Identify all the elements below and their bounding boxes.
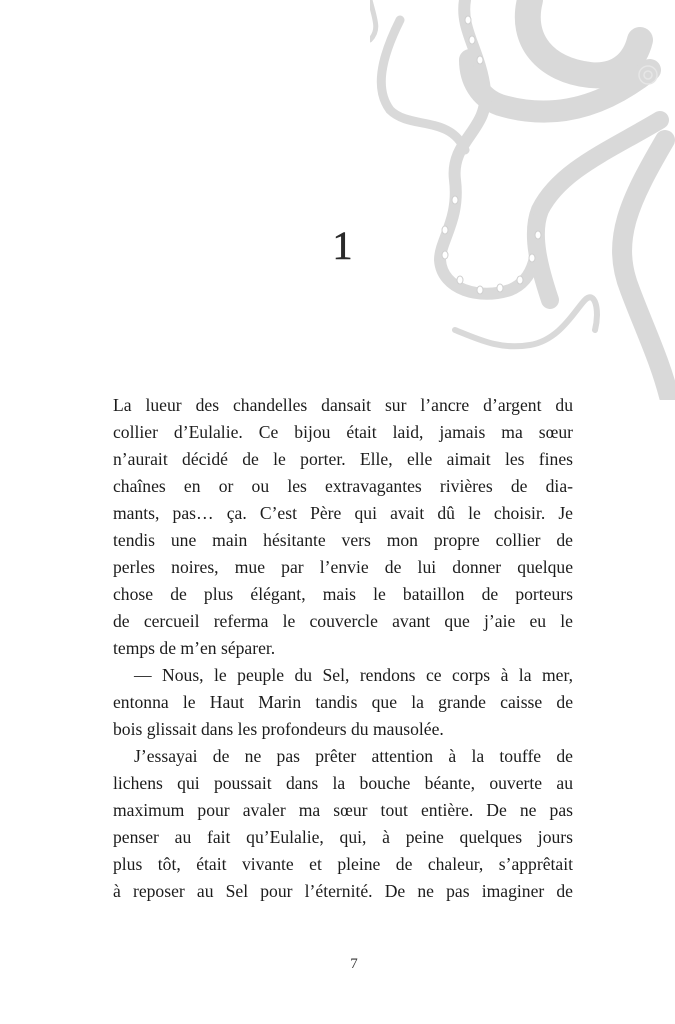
text-line: collier d’Eulalie. Ce bijou était laid, jamais ma sœur xyxy=(113,422,573,442)
text-line: chose de plus élégant, mais le bataillon de porteurs xyxy=(113,584,573,604)
text-line: entonna le Haut Marin tandis que la grande caisse de xyxy=(113,692,573,712)
text-line: chaînes en or ou les extravagantes rivières de dia- xyxy=(113,476,573,496)
octopus-illustration xyxy=(370,0,675,400)
text-line: maximum pour avaler ma sœur tout entière. De ne pas xyxy=(113,800,573,820)
chapter-number: 1 xyxy=(332,223,353,268)
text-line: n’aurait décidé de le porter. Elle, elle aimait les fines xyxy=(113,449,573,469)
text-line: lichens qui poussait dans la bouche béante, ouverte au xyxy=(113,773,573,793)
text-line: La lueur des chandelles dansait sur l’ancre d’argent du xyxy=(113,395,573,415)
text-line: bois glissait dans les profondeurs du mausolée. xyxy=(113,719,444,739)
text-line: à reposer au Sel pour l’éternité. De ne pas imaginer de xyxy=(113,881,573,901)
text-line: tendis une main hésitante vers mon propre collier de xyxy=(113,530,573,550)
tentacle xyxy=(370,0,376,40)
chapter-body-text xyxy=(113,392,573,905)
text-line: de cercueil referma le couvercle avant que j’aie eu le xyxy=(113,611,573,631)
text-line: penser au fait qu’Eulalie, qui, à peine quelques jours xyxy=(113,827,573,847)
page-number: 7 xyxy=(350,956,358,972)
tentacle xyxy=(381,20,465,150)
tentacle xyxy=(536,120,660,300)
tentacle xyxy=(622,140,670,400)
text-line: — Nous, le peuple du Sel, rendons ce corps à la mer, xyxy=(134,665,573,685)
tentacle xyxy=(455,297,597,346)
text-line: temps de m’en séparer. xyxy=(113,638,276,658)
tentacle xyxy=(528,0,640,75)
text-line: perles noires, mue par l’envie de lui donner quelque xyxy=(113,557,573,577)
text-line: plus tôt, était vivante et pleine de chaleur, s’apprêtait xyxy=(113,854,573,874)
text-line: mants, pas… ça. C’est Père qui avait dû le choisir. Je xyxy=(113,503,573,523)
text-line: J’essayai de ne pas prêter attention à la touffe de xyxy=(134,746,573,766)
